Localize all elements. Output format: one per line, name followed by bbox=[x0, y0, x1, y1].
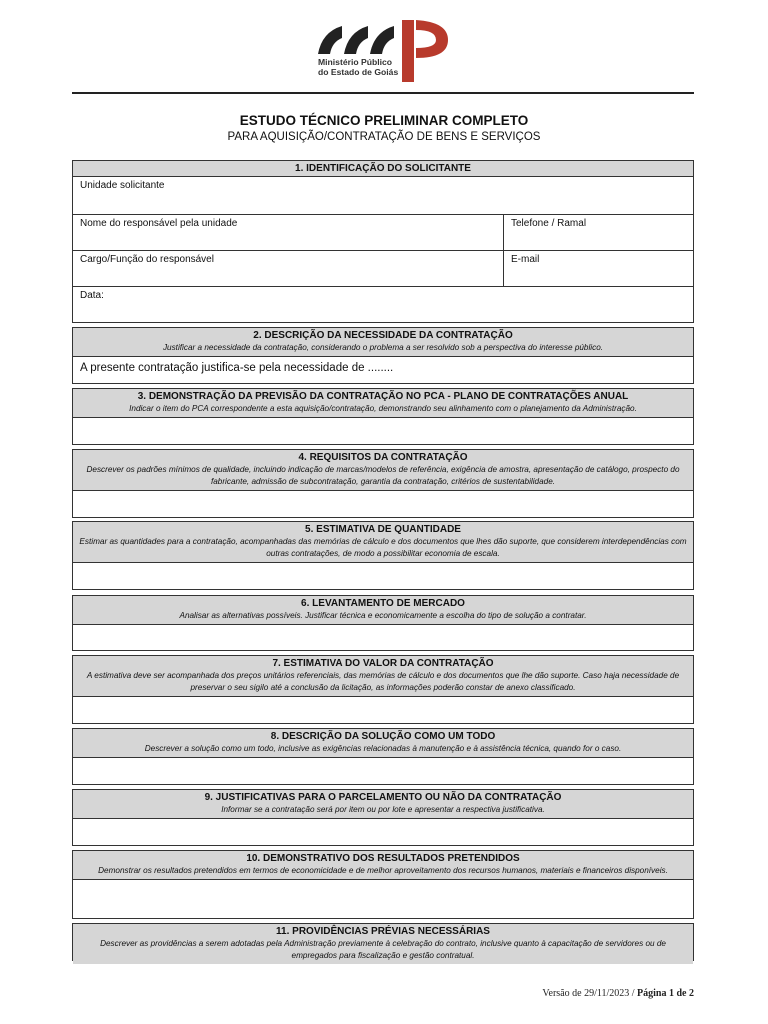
section-9-header bbox=[73, 790, 693, 819]
section-4-heading: 4. REQUISITOS DA CONTRATAÇÃO bbox=[298, 452, 468, 463]
section-11-header bbox=[73, 924, 693, 964]
section-3-header bbox=[73, 389, 693, 418]
document-title: ESTUDO TÉCNICO PRELIMINAR COMPLETO bbox=[239, 113, 529, 128]
logo-text-line2: do Estado de Goiás bbox=[318, 67, 399, 77]
section-11-heading: 11. PROVIDÊNCIAS PRÉVIAS NECESSÁRIAS bbox=[276, 926, 490, 937]
section-6-mercado bbox=[72, 595, 694, 651]
logo-text-line1: Ministério Público bbox=[318, 57, 393, 67]
footer-page-label: Página bbox=[637, 988, 667, 999]
row-nome-telefone bbox=[73, 214, 693, 250]
logo-text bbox=[318, 57, 398, 77]
field-unidade-solicitante[interactable]: Unidade solicitante bbox=[80, 180, 165, 191]
section-2-heading: 2. DESCRIÇÃO DA NECESSIDADE DA CONTRATAÇÃO bbox=[253, 330, 513, 341]
section-9-description: Informar se a contratação será por item ou por lote e apresentar a respectiva justificativa. bbox=[221, 805, 545, 814]
section-5-quantidade bbox=[72, 521, 694, 590]
section-10-description: Demonstrar os resultados pretendidos em termos de economicidade e de melhor aproveitamento dos recursos humanos, materiais e financeiros disponíveis. bbox=[98, 866, 668, 875]
section-6-description: Analisar as alternativas possíveis. Justificar técnica e economicamente a escolha do tipo de solução a contratar. bbox=[179, 611, 587, 620]
section-7-valor bbox=[72, 655, 694, 724]
section-9-heading: 9. JUSTIFICATIVAS PARA O PARCELAMENTO OU NÃO DA CONTRATAÇÃO bbox=[204, 792, 562, 803]
header-rule bbox=[72, 92, 694, 94]
section-2-header bbox=[73, 328, 693, 357]
section-5-header bbox=[73, 522, 693, 563]
section-1-heading: 1. IDENTIFICAÇÃO DO SOLICITANTE bbox=[295, 163, 471, 174]
section-3-pca bbox=[72, 388, 694, 445]
section-7-heading: 7. ESTIMATIVA DO VALOR DA CONTRATAÇÃO bbox=[272, 658, 494, 669]
section-3-heading: 3. DEMONSTRAÇÃO DA PREVISÃO DA CONTRATAÇÃO NO PCA - PLANO DE CONTRATAÇÕES ANUAL bbox=[137, 391, 629, 402]
section-10-heading: 10. DEMONSTRATIVO DOS RESULTADOS PRETENDIDOS bbox=[246, 853, 520, 864]
document-subtitle: PARA AQUISIÇÃO/CONTRATAÇÃO DE BENS E SERVIÇOS bbox=[227, 131, 541, 143]
section-3-description: Indicar o item do PCA correspondente a esta aquisição/contratação, demonstrando seu alinhamento com o planejamento da Administração. bbox=[129, 404, 637, 413]
section-11-providencias bbox=[72, 923, 694, 961]
section-5-heading: 5. ESTIMATIVA DE QUANTIDADE bbox=[305, 524, 461, 535]
footer-page-total: 2 bbox=[689, 988, 694, 999]
row-cargo-email bbox=[73, 250, 693, 286]
field-telefone-ramal[interactable]: Telefone / Ramal bbox=[511, 218, 587, 229]
field-nome-responsavel[interactable]: Nome do responsável pela unidade bbox=[73, 215, 504, 250]
section-4-description: Descrever os padrões mínimos de qualidade, incluindo indicação de marcas/modelos de referência, exigência de amostra, apresentação de catálogo, prospecto do fabricante, admissão de subcontratação, garantia da contratação, critérios de sustentabilidade. bbox=[86, 465, 680, 486]
section-2-necessidade bbox=[72, 327, 694, 384]
field-email[interactable]: E-mail bbox=[511, 254, 540, 265]
footer-page-number: 1 bbox=[669, 988, 674, 999]
section-11-description: Descrever as providências a serem adotadas pela Administração previamente à celebração do contrato, inclusive quanto à capacitação de servidores ou de empregados para fiscalização e gestão contratual. bbox=[100, 939, 666, 960]
page-footer bbox=[542, 988, 694, 999]
section-2-description: Justificar a necessidade da contratação, considerando o problema a ser resolvido sob a perspectiva do interesse público. bbox=[162, 343, 604, 352]
footer-version: Versão de 29/11/2023 / bbox=[542, 988, 638, 999]
section-9-parcelamento bbox=[72, 789, 694, 846]
section-8-solucao bbox=[72, 728, 694, 785]
section-6-header bbox=[73, 596, 693, 625]
section-5-description: Estimar as quantidades para a contratação, acompanhadas das memórias de cálculo e dos documentos que lhes dão suporte, que considerem interdependências com outras contratações, de modo a possibilitar economia de escala. bbox=[79, 537, 687, 558]
field-cargo-funcao[interactable]: Cargo/Função do responsável bbox=[73, 251, 504, 286]
section-4-header bbox=[73, 450, 693, 491]
section-8-header bbox=[73, 729, 693, 758]
section-1-header bbox=[73, 161, 693, 177]
field-data[interactable]: Data: bbox=[80, 290, 104, 301]
section-7-header bbox=[73, 656, 693, 697]
row-data bbox=[73, 286, 693, 322]
section-4-requisitos bbox=[72, 449, 694, 518]
section-1-identificacao bbox=[72, 160, 694, 323]
section-10-header bbox=[73, 851, 693, 880]
section-8-heading: 8. DESCRIÇÃO DA SOLUÇÃO COMO UM TODO bbox=[270, 731, 496, 742]
section-8-description: Descrever a solução como um todo, inclusive as exigências relacionadas à manutenção e à assistência técnica, quando for o caso. bbox=[144, 744, 622, 753]
section-10-resultados bbox=[72, 850, 694, 919]
row-unidade bbox=[73, 177, 693, 214]
section-2-answer[interactable]: A presente contratação justifica-se pela necessidade de ........ bbox=[80, 362, 394, 374]
section-6-heading: 6. LEVANTAMENTO DE MERCADO bbox=[301, 598, 465, 609]
section-7-description: A estimativa deve ser acompanhada dos preços unitários referenciais, das memórias de cálculo e dos documentos que lhe dão suporte. Caso haja necessidade de preservar o seu sigilo até a conclusão da licitação, as informações poderão constar de anexo classificado. bbox=[86, 671, 680, 692]
footer-of: de bbox=[676, 988, 687, 999]
